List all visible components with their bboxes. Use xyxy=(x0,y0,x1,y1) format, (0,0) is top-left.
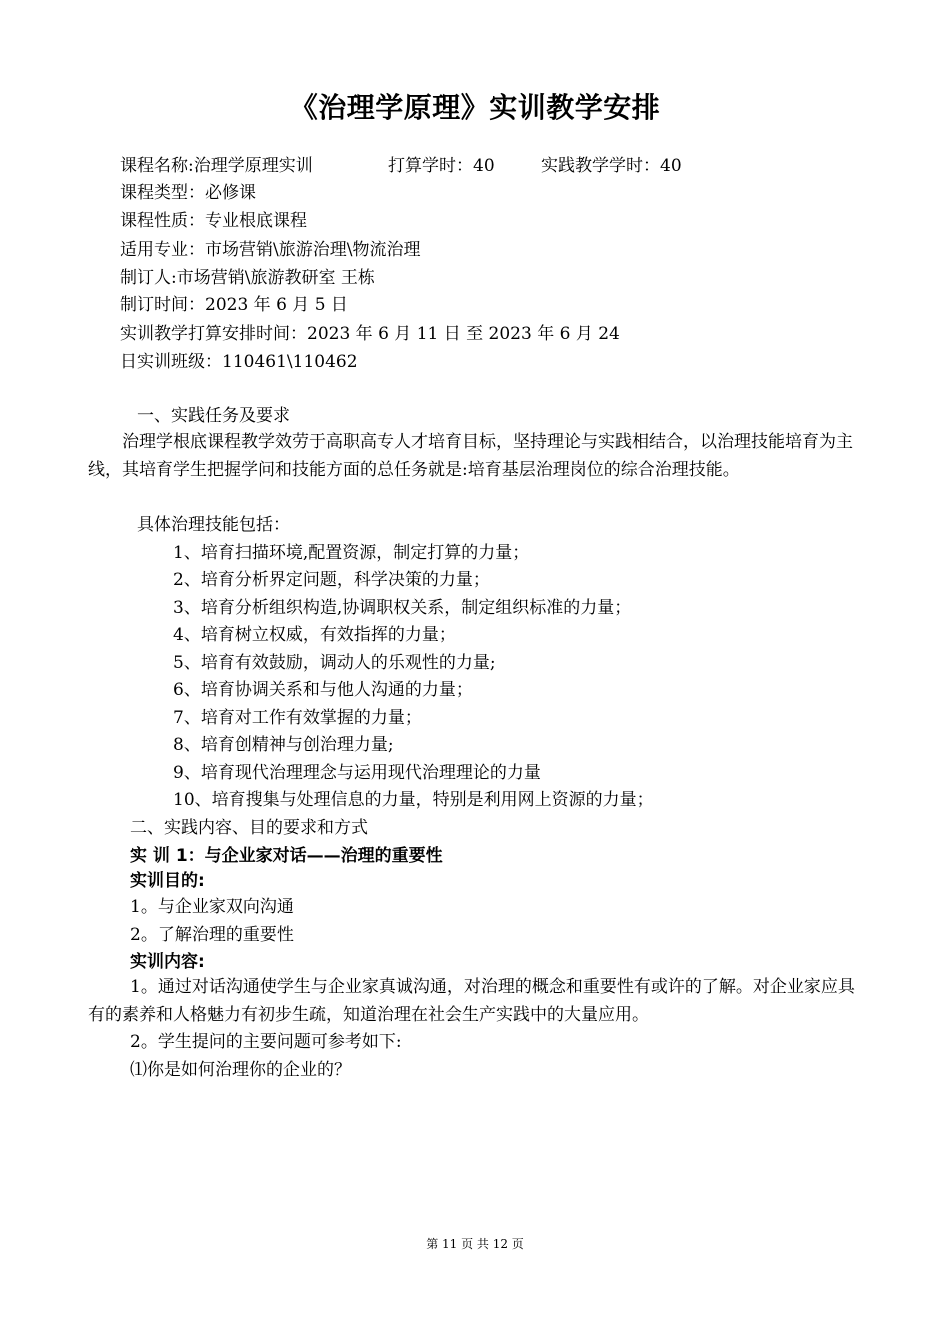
course-name-value: 治理学原理实训 xyxy=(193,156,313,176)
planned-hours: 打算学时：40 xyxy=(388,156,495,176)
applicable-majors: 适用专业：市场营销\旅游治理\物流治理 xyxy=(120,240,421,260)
skill-item: 9、培育现代治理理念与运用现代治理理论的力量 xyxy=(173,763,541,783)
skill-item: 1、培育扫描环境,配置资源，制定打算的力量； xyxy=(173,543,530,563)
course-type: 课程类型：必修课 xyxy=(120,183,256,203)
section-heading-1: 一、实践任务及要求 xyxy=(137,406,290,426)
classes: 日实训班级：110461\110462 xyxy=(120,352,358,372)
purpose-label: 实训目的: xyxy=(130,871,205,891)
purpose-item: 1。与企业家双向沟通 xyxy=(130,897,294,917)
practice-hours: 实践教学学时：40 xyxy=(541,156,682,176)
section1-paragraph: 治理学根底课程教学效劳于高职高专人才培育目标，坚持理论与实践相结合，以治理技能培育为主线，其培育学生把握学问和技能方面的总任务就是:培育基层治理岗位的综合治理技能。 xyxy=(88,432,853,480)
page-footer: 第 11 页 共 12 页 xyxy=(426,1237,524,1251)
skill-item: 5、培育有效鼓励，调动人的乐观性的力量; xyxy=(173,653,496,673)
skill-item: 7、培育对工作有效掌握的力量； xyxy=(173,708,422,728)
content-paragraph: 1。通过对话沟通使学生与企业家真诚沟通，对治理的概念和重要性有或许的了解。对企业家应具有的素养和人格魅力有初步生疏，知道治理在社会生产实践中的大量应用。 xyxy=(88,977,855,1025)
training-1-title: 实 训 1：与企业家对话——治理的重要性 xyxy=(130,846,443,866)
skill-item: 6、培育协调关系和与他人沟通的力量； xyxy=(173,680,473,700)
skills-intro: 具体治理技能包括： xyxy=(137,515,290,535)
skill-item: 4、培育树立权威，有效指挥的力量； xyxy=(173,625,456,645)
course-name xyxy=(120,155,313,177)
section-heading-2: 二、实践内容、目的要求和方式 xyxy=(130,818,368,838)
question-item: ⑴你是如何治理你的企业的？ xyxy=(130,1060,351,1080)
purpose-item: 2。了解治理的重要性 xyxy=(130,925,294,945)
skill-item: 2、培育分析界定问题，科学决策的力量； xyxy=(173,570,490,590)
course-nature: 课程性质：专业根底课程 xyxy=(120,211,307,231)
content-paragraph-2: 2。学生提问的主要问题可参考如下: xyxy=(130,1032,402,1052)
author: 制订人:市场营销\旅游教研室 王栋 xyxy=(120,268,375,288)
document-title: 《治理学原理》实训教学安排 xyxy=(289,91,661,124)
course-name-label: 课程名称: xyxy=(120,156,194,176)
skill-item: 3、培育分析组织构造,协调职权关系，制定组织标准的力量； xyxy=(173,598,632,618)
content-label: 实训内容: xyxy=(130,952,205,972)
revision-date: 制订时间：2023 年 6 月 5 日 xyxy=(120,295,348,315)
skill-item: 10、培育搜集与处理信息的力量，特别是利用网上资源的力量； xyxy=(173,790,654,810)
schedule: 实训教学打算安排时间：2023 年 6 月 11 日 至 2023 年 6 月 24 xyxy=(120,324,620,344)
skill-item: 8、培育创精神与创治理力量; xyxy=(173,735,394,755)
